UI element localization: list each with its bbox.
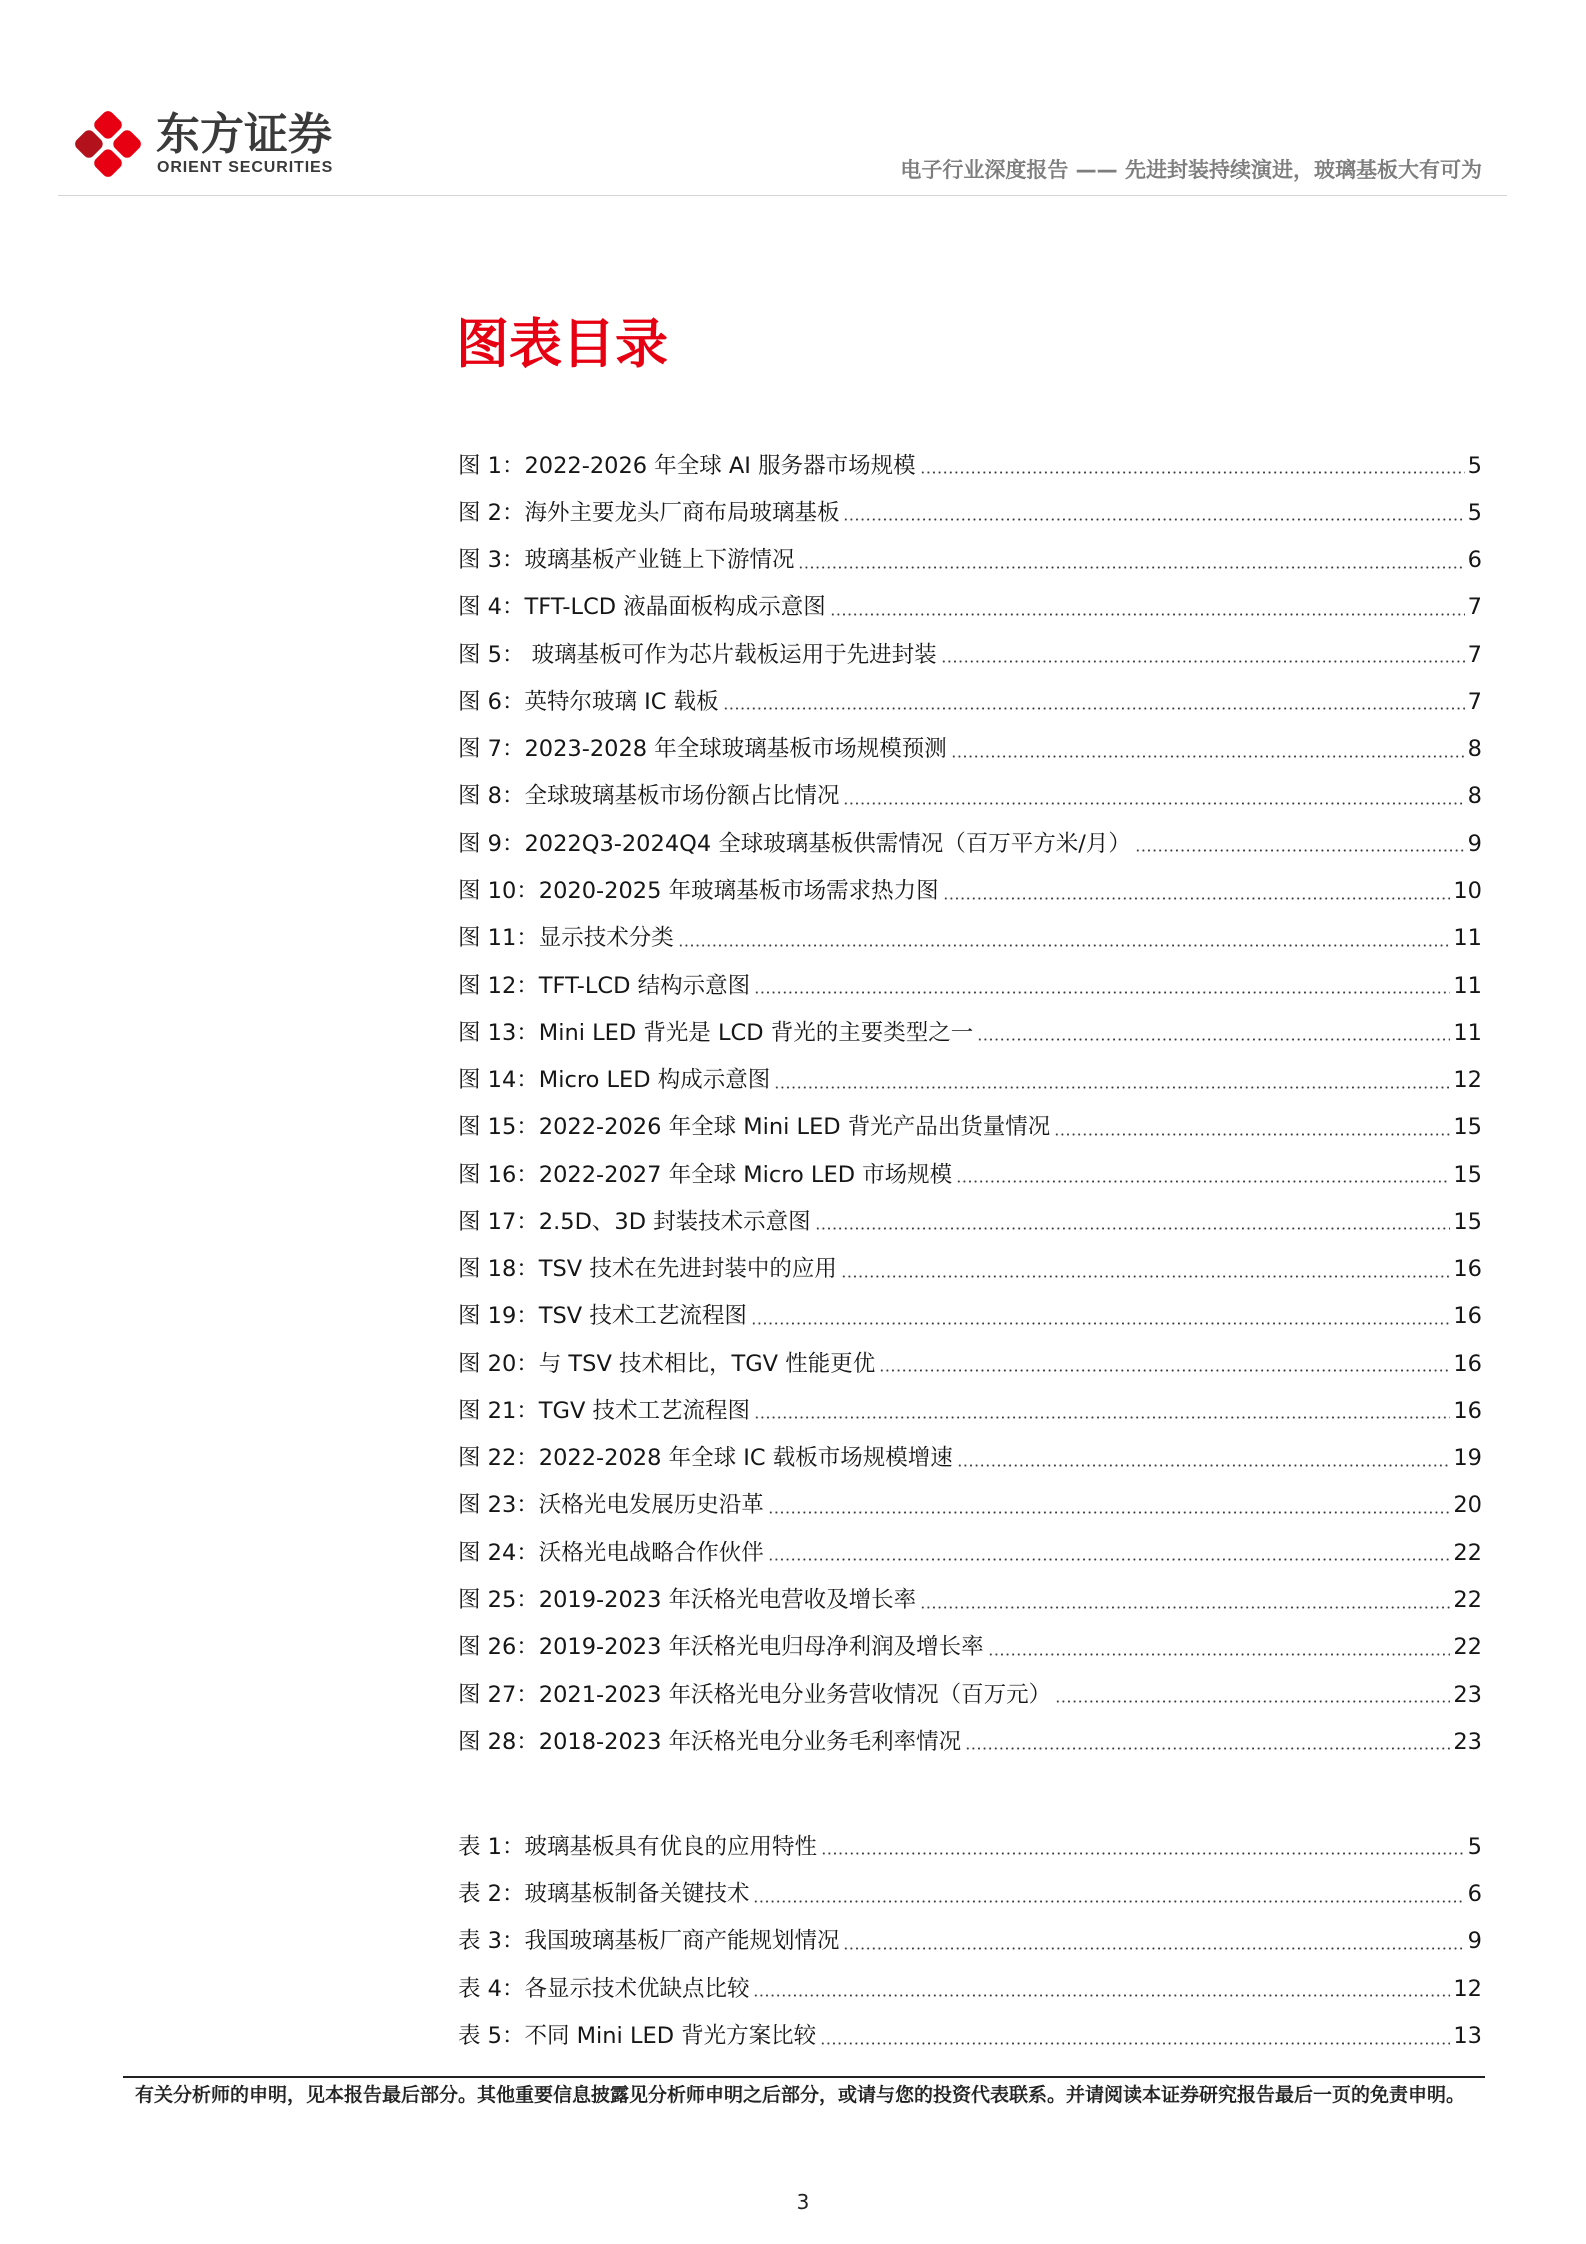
toc-page-number: 8 xyxy=(1467,783,1482,810)
toc-figure-row[interactable] xyxy=(458,867,1482,914)
dot-leader xyxy=(843,802,1464,805)
toc-figure-row[interactable] xyxy=(458,442,1482,489)
toc-page-number: 7 xyxy=(1467,641,1482,668)
toc-figure-row[interactable] xyxy=(458,1671,1482,1718)
toc-entry-label: 图 21：TGV 技术工艺流程图 xyxy=(458,1397,751,1424)
toc-page-number: 8 xyxy=(1467,736,1482,763)
toc-figure-row[interactable] xyxy=(458,1009,1482,1056)
dot-leader xyxy=(920,471,1465,474)
toc-entry-label: 图 12：TFT-LCD 结构示意图 xyxy=(458,972,751,999)
orient-securities-logo-icon xyxy=(70,106,146,182)
toc-figure-row[interactable] xyxy=(458,915,1482,962)
toc-entry-label: 图 6：英特尔玻璃 IC 载板 xyxy=(458,688,719,715)
toc-entry-label: 表 1：玻璃基板具有优良的应用特性 xyxy=(458,1833,817,1860)
dot-leader xyxy=(821,1852,1465,1855)
toc-page-number: 16 xyxy=(1453,1256,1482,1283)
toc-figure-row[interactable] xyxy=(458,1387,1482,1434)
toc-page-number: 5 xyxy=(1467,499,1482,526)
dot-leader xyxy=(1055,1700,1450,1703)
toc-figure-row[interactable] xyxy=(458,1056,1482,1103)
toc-page-number: 10 xyxy=(1453,878,1482,905)
toc-page-number: 16 xyxy=(1453,1350,1482,1377)
toc-page-number: 15 xyxy=(1453,1208,1482,1235)
dot-leader xyxy=(879,1369,1450,1372)
toc-page-number: 11 xyxy=(1453,925,1482,952)
toc-page-number: 15 xyxy=(1453,1114,1482,1141)
toc-entry-label: 图 26：2019-2023 年沃格光电归母净利润及增长率 xyxy=(458,1634,984,1661)
toc-entry-label: 图 13：Mini LED 背光是 LCD 背光的主要类型之一 xyxy=(458,1019,974,1046)
toc-figure-row[interactable] xyxy=(458,773,1482,820)
toc-entry-label: 表 4：各显示技术优缺点比较 xyxy=(458,1975,750,2002)
dot-leader xyxy=(977,1038,1450,1041)
toc-figure-row[interactable] xyxy=(458,1246,1482,1293)
toc-page-number: 9 xyxy=(1467,830,1482,857)
toc-page-number: 16 xyxy=(1453,1303,1482,1330)
report-running-title: 电子行业深度报告 —— 先进封装持续演进，玻璃基板大有可为 xyxy=(900,158,1482,182)
toc-entry-label: 图 14：Micro LED 构成示意图 xyxy=(458,1067,771,1094)
toc-figure-row[interactable] xyxy=(458,1576,1482,1623)
toc-page-number: 5 xyxy=(1467,1833,1482,1860)
toc-entry-label: 图 19：TSV 技术工艺流程图 xyxy=(458,1303,747,1330)
toc-page-number: 11 xyxy=(1453,972,1482,999)
toc-entry-label: 图 2：海外主要龙头厂商布局玻璃基板 xyxy=(458,499,840,526)
toc-entry-label: 图 22：2022-2028 年全球 IC 载板市场规模增速 xyxy=(458,1445,953,1472)
toc-entry-label: 图 28：2018-2023 年沃格光电分业务毛利率情况 xyxy=(458,1728,962,1755)
toc-entry-label: 图 4：TFT-LCD 液晶面板构成示意图 xyxy=(458,594,826,621)
toc-page-number: 16 xyxy=(1453,1397,1482,1424)
toc-table-row[interactable] xyxy=(458,2013,1482,2060)
dot-leader xyxy=(988,1653,1451,1656)
toc-page-number: 7 xyxy=(1467,594,1482,621)
logo-wordmark-en: ORIENT SECURITIES xyxy=(157,159,334,176)
toc-page-number: 13 xyxy=(1453,2023,1482,2050)
dot-leader xyxy=(943,897,1451,900)
toc-entry-label: 图 20：与 TSV 技术相比，TGV 性能更优 xyxy=(458,1350,876,1377)
dot-leader xyxy=(774,1086,1450,1089)
toc-page-number: 20 xyxy=(1453,1492,1482,1519)
toc-entry-label: 图 7：2023-2028 年全球玻璃基板市场规模预测 xyxy=(458,736,947,763)
toc-entry-label: 图 11：显示技术分类 xyxy=(458,925,674,952)
dot-leader xyxy=(768,1511,1451,1514)
toc-page-number: 22 xyxy=(1453,1634,1482,1661)
dot-leader xyxy=(754,991,1450,994)
dot-leader xyxy=(941,660,1465,663)
toc-page-number: 15 xyxy=(1453,1161,1482,1188)
toc-page-number: 9 xyxy=(1467,1928,1482,1955)
toc-table-row[interactable] xyxy=(458,1918,1482,1965)
toc-table-row[interactable] xyxy=(458,1823,1482,1870)
dot-leader xyxy=(843,1947,1464,1950)
toc-figure-row[interactable] xyxy=(458,1104,1482,1151)
toc-figure-row[interactable] xyxy=(458,1340,1482,1387)
toc-title: 图表目录 xyxy=(456,314,668,375)
dot-leader xyxy=(753,1994,1450,1997)
toc-entry-label: 图 25：2019-2023 年沃格光电营收及增长率 xyxy=(458,1587,917,1613)
toc-entry-label: 图 24：沃格光电战略合作伙伴 xyxy=(458,1539,764,1566)
toc-page-number: 12 xyxy=(1453,1067,1482,1094)
logo-wordmark-cn: 东方证券 xyxy=(156,109,332,160)
page-number: 3 xyxy=(796,2190,810,2214)
dot-leader xyxy=(1054,1133,1450,1136)
dot-leader xyxy=(798,566,1464,569)
toc-figure-row[interactable] xyxy=(458,820,1482,867)
dot-leader xyxy=(820,2042,1450,2045)
toc-entry-label: 表 5：不同 Mini LED 背光方案比较 xyxy=(458,2023,817,2050)
dot-leader xyxy=(843,518,1464,521)
toc-figure-row[interactable] xyxy=(458,1435,1482,1482)
dot-leader xyxy=(751,1322,1451,1325)
toc-figure-row[interactable] xyxy=(458,631,1482,678)
toc-entry-label: 图 15：2022-2026 年全球 Mini LED 背光产品出货量情况 xyxy=(458,1114,1051,1141)
toc-figure-row[interactable] xyxy=(458,1718,1482,1765)
toc-page-number: 11 xyxy=(1453,1019,1482,1046)
toc-entry-label: 图 9：2022Q3-2024Q4 全球玻璃基板供需情况（百万平方米/月） xyxy=(458,830,1131,857)
dot-leader xyxy=(678,944,1451,947)
toc-entry-label: 图 17：2.5D、3D 封装技术示意图 xyxy=(458,1208,811,1235)
toc-figure-row[interactable] xyxy=(458,1151,1482,1198)
toc-tables-list xyxy=(458,1823,1482,2060)
dot-leader xyxy=(830,613,1465,616)
toc-table-row[interactable] xyxy=(458,1965,1482,2012)
toc-figure-row[interactable] xyxy=(458,537,1482,584)
dot-leader xyxy=(920,1606,1450,1609)
footer-divider xyxy=(123,2076,1485,2078)
toc-entry-label: 表 2：玻璃基板制备关键技术 xyxy=(458,1881,750,1908)
toc-entry-label: 图 10：2020-2025 年玻璃基板市场需求热力图 xyxy=(458,878,939,905)
toc-entry-label: 图 1：2022-2026 年全球 AI 服务器市场规模 xyxy=(458,452,916,479)
toc-entry-label: 图 3：玻璃基板产业链上下游情况 xyxy=(458,547,795,574)
toc-entry-label: 图 27：2021-2023 年沃格光电分业务营收情况（百万元） xyxy=(458,1681,1052,1708)
dot-leader xyxy=(815,1227,1451,1230)
toc-entry-label: 图 16：2022-2027 年全球 Micro LED 市场规模 xyxy=(458,1161,953,1188)
toc-page-number: 19 xyxy=(1453,1445,1482,1472)
toc-figure-row[interactable] xyxy=(458,1198,1482,1245)
toc-figure-row[interactable] xyxy=(458,1293,1482,1340)
dot-leader xyxy=(841,1275,1451,1278)
dot-leader xyxy=(951,755,1465,758)
toc-page-number: 6 xyxy=(1467,547,1482,574)
toc-figure-row[interactable] xyxy=(458,726,1482,773)
toc-entry-label: 图 23：沃格光电发展历史沿革 xyxy=(458,1492,764,1519)
dot-leader xyxy=(956,1180,1450,1183)
toc-page-number: 23 xyxy=(1453,1728,1482,1755)
toc-figure-row[interactable] xyxy=(458,678,1482,725)
toc-page-number: 7 xyxy=(1467,688,1482,715)
dot-leader xyxy=(965,1747,1450,1750)
toc-page-number: 23 xyxy=(1453,1681,1482,1708)
toc-figure-row[interactable] xyxy=(458,584,1482,631)
toc-figures-list xyxy=(458,442,1482,1765)
dot-leader xyxy=(768,1558,1451,1561)
toc-page-number: 6 xyxy=(1467,1881,1482,1908)
toc-figure-row[interactable] xyxy=(458,1482,1482,1529)
toc-figure-row[interactable] xyxy=(458,962,1482,1009)
toc-entry-label: 图 5： 玻璃基板可作为芯片载板运用于先进封装 xyxy=(458,641,937,668)
toc-entry-label: 图 8：全球玻璃基板市场份额占比情况 xyxy=(458,783,840,810)
toc-page-number: 22 xyxy=(1453,1539,1482,1566)
toc-figure-row[interactable] xyxy=(458,1624,1482,1671)
toc-figure-row[interactable] xyxy=(458,489,1482,536)
toc-entry-label: 表 3：我国玻璃基板厂商产能规划情况 xyxy=(458,1928,840,1955)
toc-page-number: 12 xyxy=(1453,1975,1482,2002)
toc-page-number: 22 xyxy=(1453,1587,1482,1613)
toc-table-row[interactable] xyxy=(458,1870,1482,1917)
dot-leader xyxy=(1135,849,1465,852)
footer-disclaimer: 有关分析师的申明，见本报告最后部分。其他重要信息披露见分析师申明之后部分，或请与您的投资代表联系。并请阅读本证券研究报告最后一页的免责申明。 xyxy=(134,2084,1465,2106)
dot-leader xyxy=(957,1464,1451,1467)
toc-page-number: 5 xyxy=(1467,452,1482,479)
dot-leader xyxy=(723,707,1465,710)
toc-entry-label: 图 18：TSV 技术在先进封装中的应用 xyxy=(458,1256,837,1283)
toc-figure-row[interactable] xyxy=(458,1529,1482,1576)
dot-leader xyxy=(753,1900,1464,1903)
header-divider xyxy=(58,195,1507,196)
dot-leader xyxy=(754,1416,1450,1419)
